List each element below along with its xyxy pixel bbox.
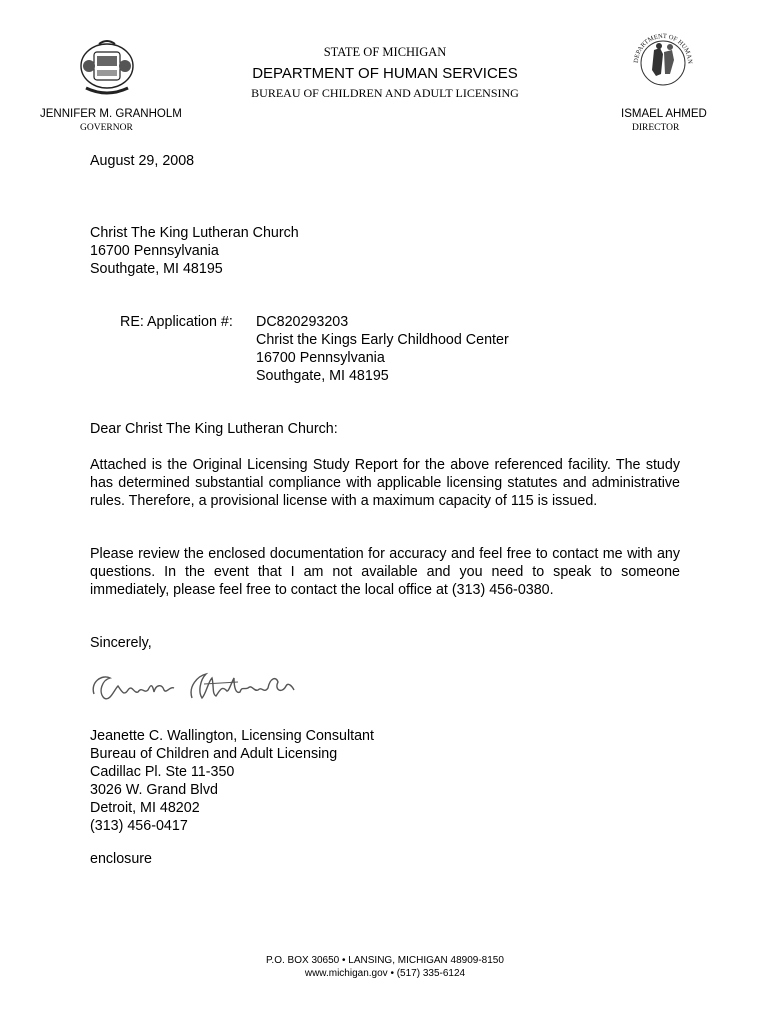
letterhead-state: STATE OF MICHIGAN	[323, 45, 447, 59]
paragraph-2: Please review the enclosed documentation for accuracy and feel free to contact me with any questions. In the event that I am not available and you need to speak to someone immediately, please feel free to contact the local office at (313) 456-0380.	[90, 546, 680, 598]
facility-street: 16700 Pennsylvania	[256, 350, 385, 366]
svg-text:DEPARTMENT OF HUMAN SERVICES: DEPARTMENT OF HUMAN	[632, 32, 694, 65]
facility-city: Southgate, MI 48195	[256, 368, 389, 384]
re-details	[256, 313, 509, 385]
footer-contact: www.michigan.gov • (517) 335-6124	[304, 968, 466, 979]
re-label: RE: Application #:	[120, 314, 233, 330]
signature	[88, 664, 318, 715]
governor-name: JENNIFER M. GRANHOLM	[40, 108, 182, 120]
facility-name: Christ the Kings Early Childhood Center	[256, 332, 509, 348]
governor-title: GOVERNOR	[80, 123, 133, 133]
signer-bureau: Bureau of Children and Adult Licensing	[90, 746, 338, 762]
signer-name: Jeanette C. Wallington, Licensing Consultant	[90, 728, 374, 744]
letter-date: August 29, 2008	[90, 153, 195, 169]
letterhead-department: DEPARTMENT OF HUMAN SERVICES	[252, 65, 518, 82]
signer-block	[90, 727, 374, 835]
signer-office: Cadillac Pl. Ste 11-350	[90, 764, 235, 780]
enclosure-note: enclosure	[90, 851, 152, 867]
director-title: DIRECTOR	[632, 123, 680, 133]
salutation: Dear Christ The King Lutheran Church:	[90, 421, 338, 437]
application-number: DC820293203	[256, 314, 349, 330]
recipient-address	[90, 224, 299, 278]
recipient-line: Southgate, MI 48195	[90, 261, 223, 277]
footer-address: P.O. BOX 30650 • LANSING, MICHIGAN 48909-8150	[266, 955, 504, 966]
recipient-line: Christ The King Lutheran Church	[90, 225, 299, 241]
closing: Sincerely,	[90, 635, 152, 651]
letterhead-bureau: BUREAU OF CHILDREN AND ADULT LICENSING	[251, 86, 519, 100]
paragraph-1: Attached is the Original Licensing Study Report for the above referenced facility. The study has determined substantial compliance with applicable licensing statutes and administrative rules. Therefore, a provisional license with a maximum capacity of 115 is issued.	[90, 457, 680, 509]
recipient-line: 16700 Pennsylvania	[90, 243, 219, 259]
signer-city: Detroit, MI 48202	[90, 800, 200, 816]
signer-street: 3026 W. Grand Blvd	[90, 782, 218, 798]
director-name: ISMAEL AHMED	[621, 108, 707, 120]
signer-phone: (313) 456-0417	[90, 818, 188, 834]
